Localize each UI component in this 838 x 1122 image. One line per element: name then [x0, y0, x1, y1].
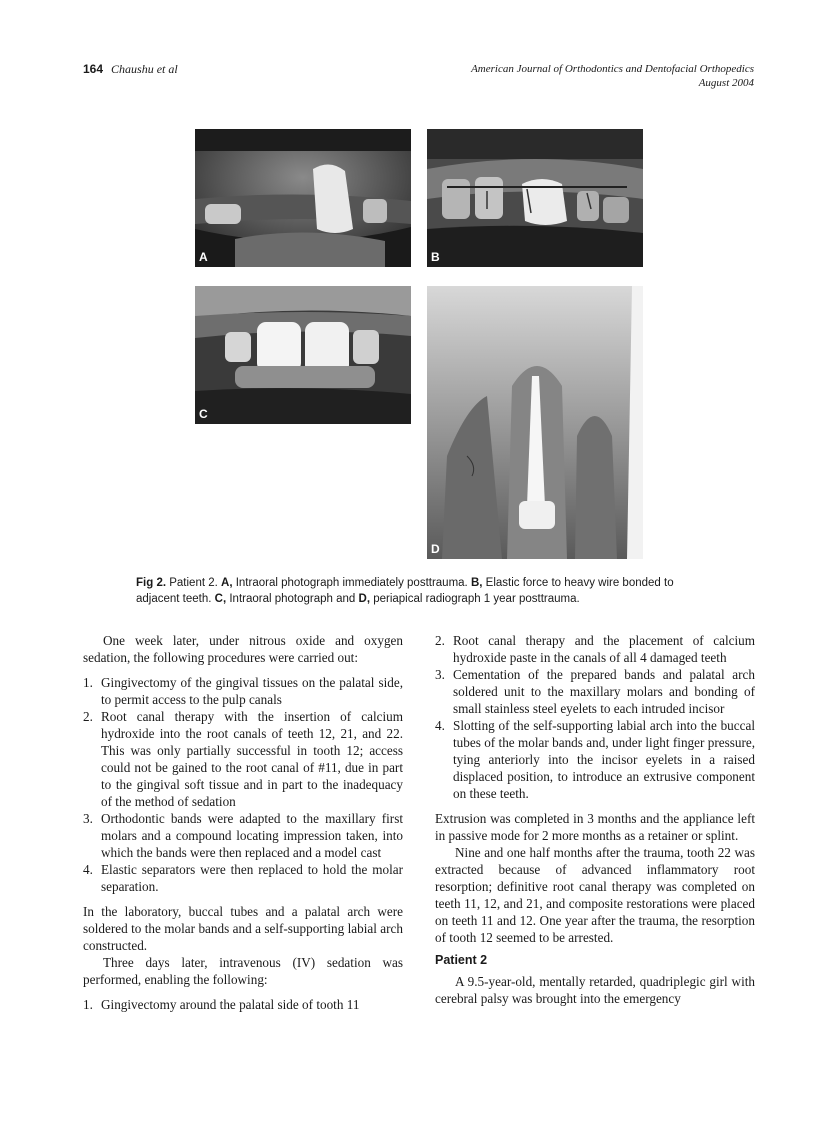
- figure-panel-c: [195, 286, 411, 424]
- intraoral-photo-c: [195, 286, 411, 424]
- list-item: 1. Gingivectomy of the gingival tissues on the palatal side, to permit access to the pulp canals: [83, 675, 403, 707]
- figure-panel-d: [427, 286, 643, 559]
- caption-intro: Patient 2.: [166, 577, 222, 589]
- caption-fig-label: Fig 2.: [136, 577, 167, 589]
- paragraph: Three days later, intravenous (IV) sedation was performed, enabling the following:: [83, 955, 403, 987]
- list-item: 4. Slotting of the self-supporting labial arch into the buccal tubes of the molar bands and, under light finger pressure, tying anteriorly into the incisor eyelets in a raised displaced position, to introduce an extrusive component on these teeth.: [435, 718, 755, 801]
- list-item: 1. Gingivectomy around the palatal side of tooth 11: [83, 997, 360, 1012]
- panel-label-b: B: [431, 250, 440, 264]
- intraoral-photo-a: [195, 129, 411, 267]
- periapical-radiograph-d: [427, 286, 643, 559]
- panel-label-a: A: [199, 250, 208, 264]
- intraoral-photo-b: [427, 129, 643, 267]
- journal-title: American Journal of Orthodontics and Dentofacial Orthopedics: [471, 63, 754, 75]
- figure-panel-a: [195, 129, 411, 267]
- caption-b-label: B,: [470, 577, 483, 589]
- paragraph: Nine and one half months after the trauma, tooth 22 was extracted because of advanced inflammatory root resorption; definitive root canal therapy was completed on teeth 11, 12, and 21, and composite restorations were placed on teeth 11 and 12. One year after the trauma, the resorption of tooth 12 seemed to be arrested.: [435, 845, 755, 945]
- paragraph: A 9.5-year-old, mentally retarded, quadriplegic girl with cerebral palsy was brought into the emergency: [435, 974, 755, 1006]
- paragraph: In the laboratory, buccal tubes and a palatal arch were soldered to the molar bands and a self-supporting labial arch constructed.: [83, 904, 403, 953]
- procedure-list: [83, 674, 403, 895]
- caption-a-text: Intraoral photograph immediately posttrauma.: [232, 577, 471, 589]
- caption-c-label: C,: [214, 593, 227, 605]
- figure-caption: [136, 575, 716, 607]
- section-subheading: Patient 2: [435, 953, 488, 967]
- running-header-left: [83, 62, 178, 77]
- page-number: 164: [83, 62, 104, 76]
- left-column: [83, 632, 403, 1013]
- running-authors: Chaushu et al: [111, 62, 178, 76]
- journal-issue: August 2004: [698, 77, 754, 89]
- procedure-list: [83, 996, 403, 1013]
- list-item: 2. Root canal therapy and the placement of calcium hydroxide paste in the canals of all 4 damaged teeth: [435, 633, 755, 665]
- list-item: 2. Root canal therapy with the insertion of calcium hydroxide into the root canals of teeth 12, 21, and 22. This was only partially successful in tooth 12; access could not be gained to the root canal of #11, due in part to the gingival soft tissue and in part to the inadequacy of the method of sedation: [83, 709, 403, 809]
- figure-panel-b: [427, 129, 643, 267]
- paragraph: One week later, under nitrous oxide and oxygen sedation, the following procedures were carried out:: [83, 633, 403, 665]
- panel-label-c: C: [199, 407, 208, 421]
- caption-d-text: periapical radiograph 1 year posttrauma.: [370, 593, 580, 605]
- list-item: 3. Orthodontic bands were adapted to the maxillary first molars and a compound locating impression taken, into which the bands were then replaced and a model cast: [83, 811, 403, 860]
- procedure-list: [435, 632, 755, 802]
- caption-d-label: D,: [358, 593, 371, 605]
- right-column: [435, 632, 755, 1007]
- paragraph: Extrusion was completed in 3 months and the appliance left in passive mode for 2 more months as a retainer or splint.: [435, 811, 755, 843]
- list-item: 3. Cementation of the prepared bands and palatal arch soldered unit to the maxillary molars and bonding of small stainless steel eyelets to each intruded incisor: [435, 667, 755, 716]
- running-header-right: [471, 62, 754, 90]
- list-item: 4. Elastic separators were then replaced to hold the molar separation.: [83, 862, 403, 894]
- caption-a-label: A,: [221, 577, 233, 589]
- caption-c-text: Intraoral photograph and: [226, 593, 359, 605]
- panel-label-d: D: [431, 542, 440, 556]
- caption-b-text: Elastic force to heavy wire bonded to adjacent teeth.: [136, 577, 674, 605]
